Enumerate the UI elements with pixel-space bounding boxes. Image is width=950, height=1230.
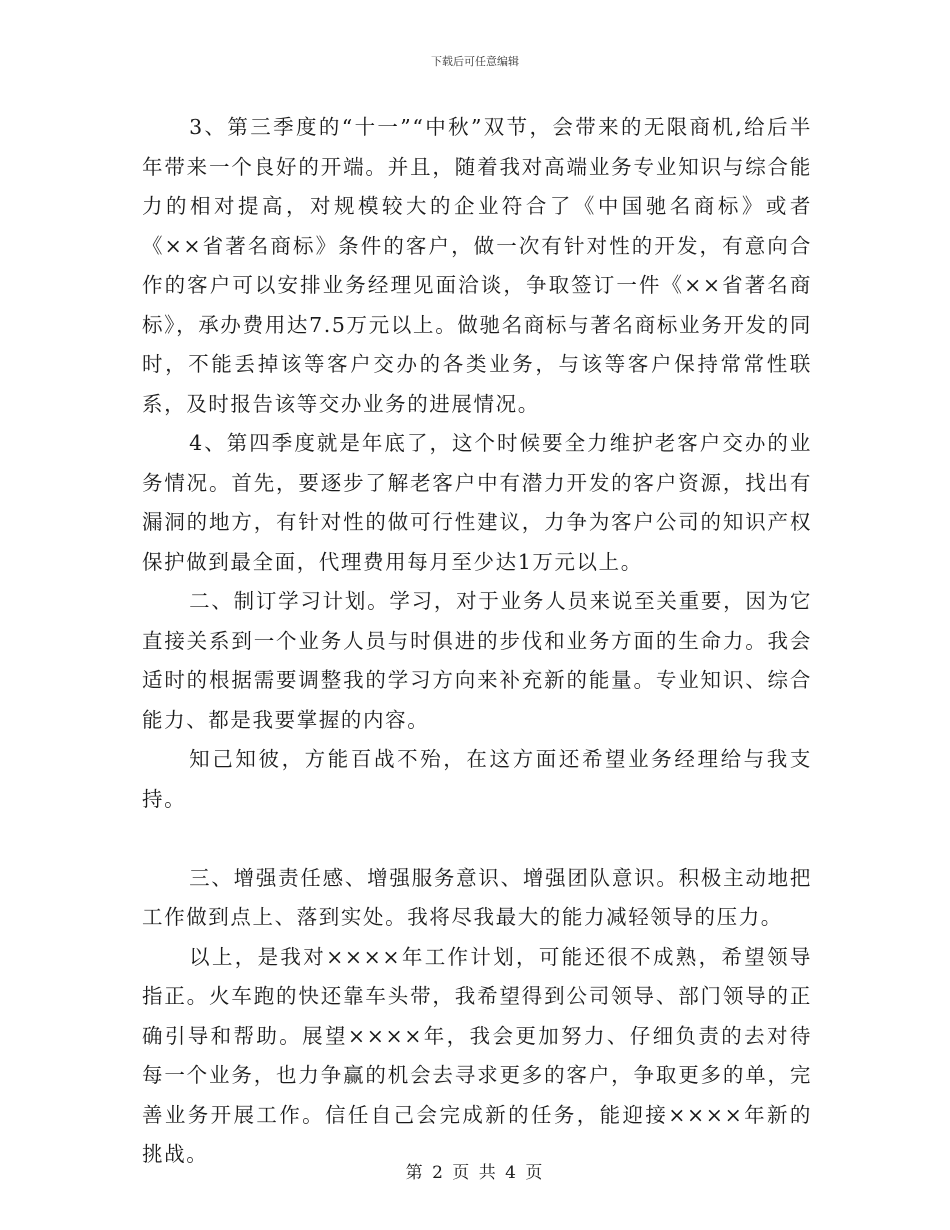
paragraph-q4: 4、第四季度就是年底了，这个时候要全力维护老客户交办的业务情况。首先，要逐步了解老客户中有潜力开发的客户资源，找出有漏洞的地方，有针对性的做可行性建议，力争为客户公司的知识产权保护做到最全面，代理费用每月至少达1万元以上。 [142, 431, 812, 574]
paragraph-responsibility: 三、增强责任感、增强服务意识、增强团队意识。积极主动地把工作做到点上、落到实处。我将尽我最大的能力减轻领导的压力。 [142, 865, 812, 929]
page-footer: 第 2 页 共 4 页 [405, 1163, 545, 1183]
blank-line [142, 819, 812, 859]
page-header: 下载后可任意编辑 [431, 55, 519, 68]
paragraph-know-yourself: 知己知彼，方能百战不殆，在这方面还希望业务经理给与我支持。 [142, 747, 812, 811]
paragraph-study-plan: 二、制订学习计划。学习，对于业务人员来说至关重要，因为它直接关系到一个业务人员与时俱进的步伐和业务方面的生命力。我会适时的根据需要调整我的学习方向来补充新的能量。专业知识、综合能力、都是我要掌握的内容。 [142, 589, 812, 732]
document-body [142, 108, 812, 1175]
paragraph-conclusion: 以上，是我对××××年工作计划，可能还很不成熟，希望领导指正。火车跑的快还靠车头带，我希望得到公司领导、部门领导的正确引导和帮助。展望××××年，我会更加努力、仔细负责的去对待每一个业务，也力争赢的机会去寻求更多的客户，争取更多的单，完善业务开展工作。信任自己会完成新的任务，能迎接××××年新的挑战。 [142, 944, 812, 1166]
paragraph-q3: 3、第三季度的“十一”“中秋”双节，会带来的无限商机,给后半年带来一个良好的开端。并且，随着我对高端业务专业知识与综合能力的相对提高，对规模较大的企业符合了《中国驰名商标》或者《××省著名商标》条件的客户，做一次有针对性的开发，有意向合作的客户可以安排业务经理见面洽谈，争取签订一件《××省著名商标》，承办费用达7.5万元以上。做驰名商标与著名商标业务开发的同时，不能丢掉该等客户交办的各类业务，与该等客户保持常常性联系，及时报告该等交办业务的进展情况。 [142, 115, 812, 416]
